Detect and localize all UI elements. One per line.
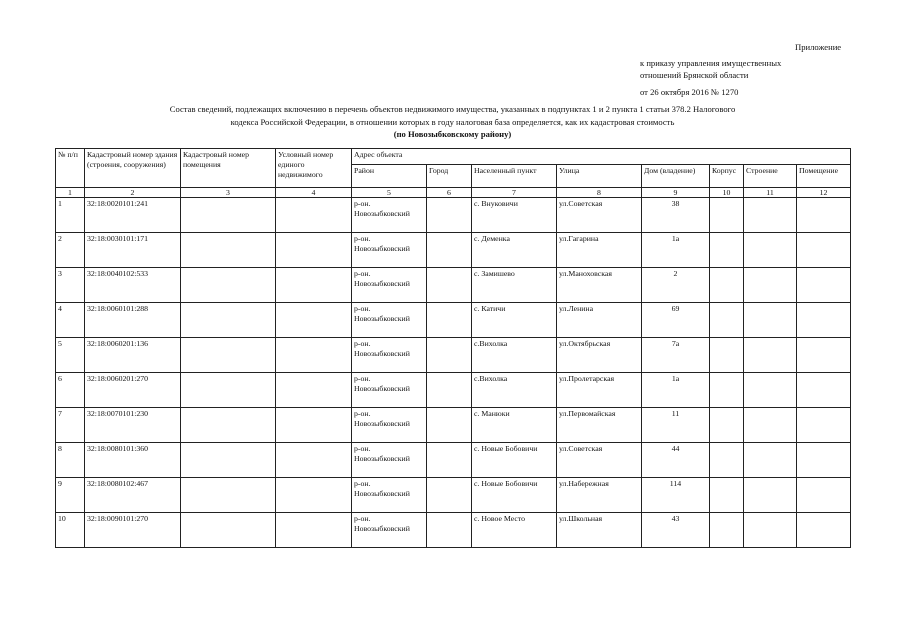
- cell-settlement: с. Внуковичи: [472, 198, 557, 233]
- cell-korpus: [710, 338, 744, 373]
- cell-stroenie: [744, 233, 797, 268]
- cell-rayon: р-он. Новозыбковский: [352, 303, 427, 338]
- cell-settlement: с. Новые Бобовичи: [472, 443, 557, 478]
- cell-cadastral-number: 32:18:0060201:270: [85, 373, 181, 408]
- column-number: 11: [744, 188, 797, 198]
- cell-num: 9: [56, 478, 85, 513]
- cell-rayon: р-он. Новозыбковский: [352, 513, 427, 548]
- cell-gorod: [427, 408, 472, 443]
- cell-cadastral-number: 32:18:0020101:241: [85, 198, 181, 233]
- cell-stroenie: [744, 198, 797, 233]
- cell-num: 1: [56, 198, 85, 233]
- cell-num: 3: [56, 268, 85, 303]
- cell-settlement: с. Катичи: [472, 303, 557, 338]
- cell-street: ул.Первомайская: [557, 408, 642, 443]
- cell-conditional: [276, 198, 352, 233]
- cell-korpus: [710, 478, 744, 513]
- cell-premise: [181, 198, 276, 233]
- cell-cadastral-number: 32:18:0080101:360: [85, 443, 181, 478]
- cell-premise: [181, 268, 276, 303]
- cell-num: 4: [56, 303, 85, 338]
- table-row: [56, 443, 851, 478]
- appendix-date-line: от 26 октября 2016 № 1270: [640, 87, 739, 97]
- header-premise-cadastral: Кадастровый номер помещения: [181, 149, 276, 188]
- cell-pomeschenie: [797, 443, 851, 478]
- cell-street: ул.Набережная: [557, 478, 642, 513]
- cell-rayon: р-он. Новозыбковский: [352, 443, 427, 478]
- cell-pomeschenie: [797, 373, 851, 408]
- cell-korpus: [710, 198, 744, 233]
- cell-settlement: с.Вихолка: [472, 338, 557, 373]
- cell-premise: [181, 443, 276, 478]
- cell-num: 5: [56, 338, 85, 373]
- cell-street: ул.Маноховская: [557, 268, 642, 303]
- cell-settlement: с. Замишево: [472, 268, 557, 303]
- cell-house: 7а: [642, 338, 710, 373]
- cell-korpus: [710, 513, 744, 548]
- column-number: 6: [427, 188, 472, 198]
- cell-gorod: [427, 303, 472, 338]
- cell-num: 6: [56, 373, 85, 408]
- cell-conditional: [276, 443, 352, 478]
- cell-street: ул.Советская: [557, 198, 642, 233]
- cell-stroenie: [744, 268, 797, 303]
- table-row: [56, 478, 851, 513]
- document-title-line-1: Состав сведений, подлежащих включению в перечень объектов недвижимого имущества, указанных в подпунктах 1 и 2 пункта 1 статьи 378.2 Налогового: [169, 104, 736, 114]
- table-row: [56, 373, 851, 408]
- cell-street: ул.Школьная: [557, 513, 642, 548]
- column-number: 1: [56, 188, 85, 198]
- cell-pomeschenie: [797, 478, 851, 513]
- table-row: [56, 338, 851, 373]
- cell-gorod: [427, 373, 472, 408]
- cell-gorod: [427, 443, 472, 478]
- appendix-order-line-2: отношений Брянской области: [640, 70, 749, 80]
- cell-house: 1а: [642, 233, 710, 268]
- column-number: 2: [85, 188, 181, 198]
- column-number: 5: [352, 188, 427, 198]
- table-row: [56, 303, 851, 338]
- cell-street: ул.Гагарина: [557, 233, 642, 268]
- cell-cadastral-number: 32:18:0070101:230: [85, 408, 181, 443]
- cell-cadastral-number: 32:18:0080102:467: [85, 478, 181, 513]
- cell-conditional: [276, 338, 352, 373]
- cell-settlement: с. Новое Место: [472, 513, 557, 548]
- cell-premise: [181, 513, 276, 548]
- cell-house: 11: [642, 408, 710, 443]
- cell-gorod: [427, 513, 472, 548]
- cell-stroenie: [744, 513, 797, 548]
- document-title-district: (по Новозыбковскому району): [393, 129, 512, 139]
- cell-num: 10: [56, 513, 85, 548]
- table-row: [56, 408, 851, 443]
- cell-stroenie: [744, 338, 797, 373]
- table-row: [56, 233, 851, 268]
- cell-pomeschenie: [797, 513, 851, 548]
- cell-conditional: [276, 233, 352, 268]
- header-street: Улица: [557, 165, 642, 188]
- cell-settlement: с. Деменка: [472, 233, 557, 268]
- table-row: [56, 513, 851, 548]
- table-row: [56, 268, 851, 303]
- cell-rayon: р-он. Новозыбковский: [352, 268, 427, 303]
- cell-stroenie: [744, 373, 797, 408]
- cell-pomeschenie: [797, 233, 851, 268]
- cell-conditional: [276, 513, 352, 548]
- header-house: Дом (владение): [642, 165, 710, 188]
- header-building-cadastral: Кадастровый номер здания (строения, сооружения): [85, 149, 181, 188]
- cell-street: ул.Советская: [557, 443, 642, 478]
- cell-cadastral-number: 32:18:0060101:288: [85, 303, 181, 338]
- cell-korpus: [710, 443, 744, 478]
- header-settlement: Населенный пункт: [472, 165, 557, 188]
- cell-pomeschenie: [797, 338, 851, 373]
- cell-conditional: [276, 268, 352, 303]
- cell-conditional: [276, 303, 352, 338]
- column-number: 12: [797, 188, 851, 198]
- appendix-order-line-1: к приказу управления имущественных: [640, 58, 782, 68]
- cell-rayon: р-он. Новозыбковский: [352, 338, 427, 373]
- cell-cadastral-number: 32:18:0090101:270: [85, 513, 181, 548]
- cell-rayon: р-он. Новозыбковский: [352, 233, 427, 268]
- cell-num: 2: [56, 233, 85, 268]
- cell-korpus: [710, 303, 744, 338]
- cell-rayon: р-он. Новозыбковский: [352, 478, 427, 513]
- table-row: [56, 198, 851, 233]
- column-number: 10: [710, 188, 744, 198]
- cell-premise: [181, 373, 276, 408]
- cell-stroenie: [744, 478, 797, 513]
- header-gorod: Город: [427, 165, 472, 188]
- cell-house: 43: [642, 513, 710, 548]
- cell-pomeschenie: [797, 303, 851, 338]
- cell-korpus: [710, 233, 744, 268]
- cell-house: 114: [642, 478, 710, 513]
- cell-stroenie: [744, 303, 797, 338]
- cell-rayon: р-он. Новозыбковский: [352, 373, 427, 408]
- cell-pomeschenie: [797, 408, 851, 443]
- cell-cadastral-number: 32:18:0060201:136: [85, 338, 181, 373]
- cell-street: ул.Ленина: [557, 303, 642, 338]
- cell-street: ул.Октябрьская: [557, 338, 642, 373]
- cell-num: 8: [56, 443, 85, 478]
- cell-gorod: [427, 338, 472, 373]
- appendix-title: Приложение: [795, 42, 842, 52]
- cell-premise: [181, 338, 276, 373]
- cell-house: 44: [642, 443, 710, 478]
- cell-conditional: [276, 408, 352, 443]
- header-korpus: Корпус: [710, 165, 744, 188]
- cell-rayon: р-он. Новозыбковский: [352, 408, 427, 443]
- cell-korpus: [710, 373, 744, 408]
- cell-gorod: [427, 198, 472, 233]
- cell-conditional: [276, 373, 352, 408]
- cell-house: 69: [642, 303, 710, 338]
- cell-rayon: р-он. Новозыбковский: [352, 198, 427, 233]
- cell-settlement: с. Манюки: [472, 408, 557, 443]
- cell-premise: [181, 478, 276, 513]
- cell-premise: [181, 303, 276, 338]
- property-register-table: [55, 148, 851, 548]
- cell-cadastral-number: 32:18:0030101:171: [85, 233, 181, 268]
- cell-settlement: с. Новые Бобовичи: [472, 478, 557, 513]
- cell-house: 1а: [642, 373, 710, 408]
- column-number: 9: [642, 188, 710, 198]
- cell-korpus: [710, 408, 744, 443]
- column-number: 4: [276, 188, 352, 198]
- cell-premise: [181, 408, 276, 443]
- cell-cadastral-number: 32:18:0040102:533: [85, 268, 181, 303]
- cell-num: 7: [56, 408, 85, 443]
- cell-pomeschenie: [797, 268, 851, 303]
- cell-korpus: [710, 268, 744, 303]
- cell-street: ул.Пролетарская: [557, 373, 642, 408]
- cell-pomeschenie: [797, 198, 851, 233]
- column-number: 3: [181, 188, 276, 198]
- column-number: 8: [557, 188, 642, 198]
- cell-settlement: с.Вихолка: [472, 373, 557, 408]
- cell-house: 38: [642, 198, 710, 233]
- cell-premise: [181, 233, 276, 268]
- cell-gorod: [427, 478, 472, 513]
- cell-house: 2: [642, 268, 710, 303]
- document-title-line-2: кодекса Российской Федерации, в отношении которых в году налоговая база определяется, как их кадастровая стоимость: [230, 117, 675, 127]
- header-address: Адрес объекта: [352, 149, 851, 165]
- cell-conditional: [276, 478, 352, 513]
- header-stroenie: Строение: [744, 165, 797, 188]
- header-num: № п/п: [56, 149, 85, 188]
- cell-stroenie: [744, 443, 797, 478]
- header-conditional-number: Условный номер единого недвижимого: [276, 149, 352, 188]
- cell-stroenie: [744, 408, 797, 443]
- header-pomeschenie: Помещение: [797, 165, 851, 188]
- cell-gorod: [427, 233, 472, 268]
- cell-gorod: [427, 268, 472, 303]
- header-rayon: Район: [352, 165, 427, 188]
- column-number: 7: [472, 188, 557, 198]
